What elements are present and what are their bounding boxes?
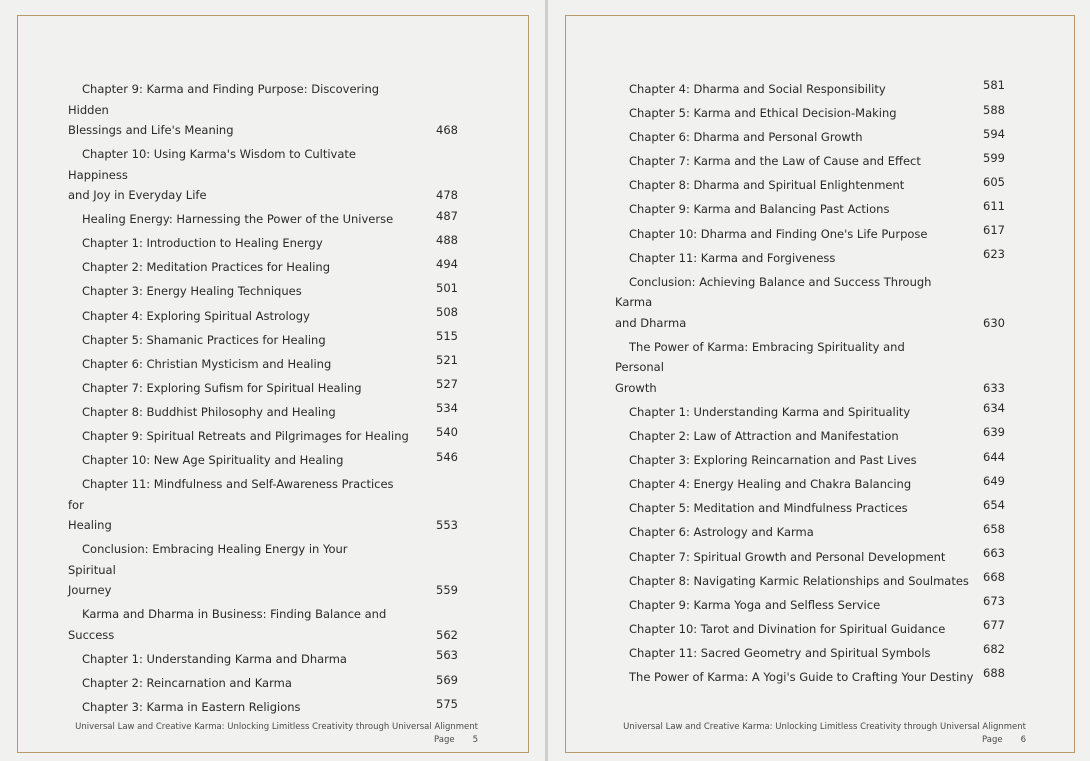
toc-entry-title: Chapter 8: Navigating Karmic Relationships and Soulmates — [629, 573, 969, 588]
toc-page-number: 668 — [983, 570, 1005, 584]
toc-page-number: 508 — [436, 304, 458, 319]
toc-page-number: 617 — [983, 222, 1005, 237]
toc-entry-title: Chapter 8: Dharma and Spiritual Enlightenment — [629, 178, 905, 193]
toc-entry-title: Chapter 7: Karma and the Law of Cause and Effect — [629, 154, 921, 169]
toc-page-number: 487 — [436, 208, 458, 223]
toc-entry[interactable] — [615, 337, 1005, 399]
table-of-contents-right — [615, 79, 1005, 691]
toc-entry[interactable] — [68, 673, 458, 694]
toc-page-number: 611 — [983, 198, 1005, 213]
toc-entry-title: The Power of Karma: A Yogi's Guide to Crafting Your Destiny — [629, 669, 974, 684]
toc-entry[interactable] — [68, 354, 458, 375]
toc-entry[interactable] — [615, 474, 1005, 495]
toc-entry[interactable] — [615, 402, 1005, 423]
toc-page-number: 639 — [983, 425, 1005, 440]
toc-page-number: 553 — [436, 518, 458, 533]
toc-page-number: 494 — [436, 256, 458, 271]
toc-page-number: 599 — [983, 150, 1005, 165]
toc-entry[interactable] — [615, 175, 1005, 196]
toc-entry-title: Chapter 2: Reincarnation and Karma — [82, 676, 292, 691]
toc-entry[interactable] — [615, 272, 1005, 334]
toc-entry-title-continued: and Joy in Everyday Life — [68, 188, 207, 203]
toc-page-number: 478 — [436, 188, 458, 203]
footer-page-indicator — [75, 733, 478, 747]
toc-entry-title: Chapter 7: Spiritual Growth and Personal Development — [629, 549, 946, 564]
toc-entry[interactable] — [615, 547, 1005, 568]
toc-page-number: 644 — [983, 449, 1005, 464]
toc-entry-title: Conclusion: Embracing Healing Energy in Your Spiritual — [68, 542, 348, 577]
footer-page-label: Page — [982, 735, 1003, 745]
toc-entry-title: The Power of Karma: Embracing Spirituality and Personal — [615, 339, 905, 375]
toc-entry-title: Chapter 4: Exploring Spiritual Astrology — [82, 308, 310, 323]
toc-entry-title-continued: Blessings and Life's Meaning — [68, 123, 234, 137]
toc-entry[interactable] — [68, 257, 458, 278]
toc-entry-title-continued: and Dharma — [615, 315, 687, 330]
toc-entry-title: Chapter 1: Understanding Karma and Dharma — [82, 652, 347, 666]
toc-entry[interactable] — [615, 571, 1005, 592]
toc-page-number: 658 — [983, 521, 1005, 536]
toc-entry-title: Chapter 4: Energy Healing and Chakra Balancing — [629, 477, 912, 492]
toc-page-number: 488 — [436, 232, 458, 247]
toc-entry[interactable] — [615, 426, 1005, 447]
toc-entry-title: Chapter 1: Introduction to Healing Energy — [82, 236, 323, 251]
toc-page-number: 633 — [983, 380, 1005, 395]
toc-page-number: 623 — [983, 247, 1005, 262]
toc-entry-title: Chapter 5: Meditation and Mindfulness Practices — [629, 501, 908, 516]
toc-page-number: 521 — [436, 353, 458, 368]
toc-entry[interactable] — [68, 144, 458, 206]
toc-entry[interactable] — [68, 649, 458, 670]
toc-page-number: 630 — [983, 315, 1005, 330]
footer-page-number: 6 — [1020, 735, 1026, 745]
toc-entry[interactable] — [615, 151, 1005, 172]
toc-entry[interactable] — [68, 450, 458, 471]
toc-page-number: 515 — [436, 329, 458, 344]
toc-page-number: 527 — [436, 377, 458, 392]
toc-entry-title-continued: Growth — [615, 380, 657, 395]
footer-page-indicator — [623, 733, 1026, 747]
toc-entry[interactable] — [615, 79, 1005, 100]
toc-entry-title: Chapter 10: Using Karma's Wisdom to Cultivate Happiness — [68, 147, 356, 182]
page-footer — [623, 721, 1026, 747]
toc-entry-title: Chapter 11: Mindfulness and Self-Awareness Practices for — [68, 477, 394, 512]
toc-page-number: 575 — [436, 696, 458, 711]
toc-entry[interactable] — [68, 233, 458, 254]
toc-entry[interactable] — [615, 103, 1005, 124]
toc-page-number: 468 — [436, 123, 458, 137]
toc-entry-title: Chapter 10: New Age Spirituality and Healing — [82, 453, 344, 468]
toc-entry-title: Chapter 6: Christian Mysticism and Healing — [82, 356, 332, 371]
toc-entry[interactable] — [615, 450, 1005, 471]
toc-entry-title-continued: Journey — [68, 583, 112, 598]
footer-page-number: 5 — [472, 735, 478, 745]
toc-page-number: 562 — [436, 627, 458, 642]
toc-page-number: 605 — [983, 174, 1005, 189]
toc-page-number: 546 — [436, 449, 458, 464]
toc-page-number: 559 — [436, 583, 458, 598]
toc-page-number: 663 — [983, 545, 1005, 560]
toc-entry-title: Healing Energy: Harnessing the Power of the Universe — [82, 212, 394, 227]
toc-page-number: 649 — [983, 473, 1005, 488]
toc-entry-title: Chapter 7: Exploring Sufism for Spiritual Healing — [82, 380, 362, 395]
toc-page-number: 563 — [436, 648, 458, 663]
right-page — [548, 0, 1090, 761]
toc-entry-title: Chapter 6: Dharma and Personal Growth — [629, 130, 863, 145]
toc-entry[interactable] — [615, 667, 1005, 688]
toc-page-number: 654 — [983, 497, 1005, 512]
toc-entry[interactable] — [615, 498, 1005, 519]
toc-entry-title: Chapter 2: Meditation Practices for Healing — [82, 260, 331, 275]
toc-page-number: 581 — [983, 78, 1005, 93]
toc-entry-title: Chapter 9: Karma and Finding Purpose: Discovering Hidden — [68, 82, 380, 117]
toc-entry-title: Chapter 5: Karma and Ethical Decision-Making — [629, 106, 897, 121]
toc-entry-title: Chapter 2: Law of Attraction and Manifestation — [629, 429, 899, 444]
toc-entry-title: Chapter 3: Energy Healing Techniques — [82, 284, 302, 299]
toc-entry[interactable] — [68, 539, 458, 601]
toc-entry[interactable] — [68, 79, 458, 141]
toc-entry[interactable] — [68, 378, 458, 399]
toc-page-number: 682 — [983, 642, 1005, 657]
toc-entry[interactable] — [68, 281, 458, 302]
page-footer — [75, 721, 478, 747]
toc-entry[interactable] — [615, 522, 1005, 543]
toc-entry-title: Chapter 11: Sacred Geometry and Spiritual Symbols — [629, 645, 931, 660]
toc-entry-title: Chapter 3: Exploring Reincarnation and Past Lives — [629, 453, 917, 468]
toc-page-number: 688 — [983, 666, 1005, 681]
toc-entry[interactable] — [68, 474, 458, 536]
toc-page-number: 673 — [983, 594, 1005, 609]
toc-page-number: 501 — [436, 280, 458, 295]
toc-entry[interactable] — [615, 643, 1005, 664]
toc-entry-title: Chapter 4: Dharma and Social Responsibility — [629, 82, 886, 96]
toc-entry-title: Chapter 1: Understanding Karma and Spirituality — [629, 404, 911, 419]
toc-entry[interactable] — [68, 209, 458, 230]
toc-entry[interactable] — [615, 127, 1005, 148]
toc-entry-title: Chapter 6: Astrology and Karma — [629, 525, 814, 540]
toc-entry-title: Karma and Dharma in Business: Finding Balance and — [82, 607, 387, 622]
footer-book-title: Universal Law and Creative Karma: Unlocking Limitless Creativity through Universal Alignment — [623, 722, 1026, 732]
toc-page-number: 677 — [983, 618, 1005, 633]
toc-page-number: 634 — [983, 401, 1005, 416]
table-of-contents-left — [68, 79, 458, 721]
toc-entry[interactable] — [68, 306, 458, 327]
toc-entry-title-continued: Success — [68, 627, 115, 642]
toc-entry-title: Chapter 9: Karma and Balancing Past Actions — [629, 202, 890, 217]
toc-entry-title-continued: Healing — [68, 518, 112, 533]
toc-entry-title: Conclusion: Achieving Balance and Success Through Karma — [615, 274, 932, 310]
toc-entry[interactable] — [68, 604, 458, 645]
toc-entry-title: Chapter 9: Karma Yoga and Selfless Service — [629, 597, 881, 612]
toc-page-number: 534 — [436, 401, 458, 416]
toc-page-number: 569 — [436, 672, 458, 687]
toc-entry-title: Chapter 9: Spiritual Retreats and Pilgrimages for Healing — [82, 429, 409, 444]
toc-page-number: 594 — [983, 126, 1005, 141]
toc-entry-title: Chapter 3: Karma in Eastern Religions — [82, 700, 301, 715]
toc-entry[interactable] — [615, 595, 1005, 616]
toc-entry[interactable] — [68, 426, 458, 447]
toc-entry-title: Chapter 10: Tarot and Divination for Spiritual Guidance — [629, 621, 946, 636]
toc-entry[interactable] — [68, 697, 458, 718]
footer-page-label: Page — [434, 735, 455, 745]
toc-entry[interactable] — [615, 199, 1005, 220]
toc-entry-title: Chapter 8: Buddhist Philosophy and Healing — [82, 404, 336, 419]
toc-entry-title: Chapter 11: Karma and Forgiveness — [629, 250, 836, 265]
toc-page-number: 540 — [436, 425, 458, 440]
toc-entry[interactable] — [615, 224, 1005, 245]
toc-entry-title: Chapter 10: Dharma and Finding One's Life Purpose — [629, 226, 928, 241]
footer-book-title: Universal Law and Creative Karma: Unlocking Limitless Creativity through Universal Alignment — [75, 722, 478, 732]
toc-entry[interactable] — [615, 248, 1005, 269]
toc-entry[interactable] — [68, 402, 458, 423]
toc-page-number: 588 — [983, 102, 1005, 117]
toc-entry[interactable] — [615, 619, 1005, 640]
toc-entry[interactable] — [68, 330, 458, 351]
toc-entry-title: Chapter 5: Shamanic Practices for Healing — [82, 332, 326, 347]
